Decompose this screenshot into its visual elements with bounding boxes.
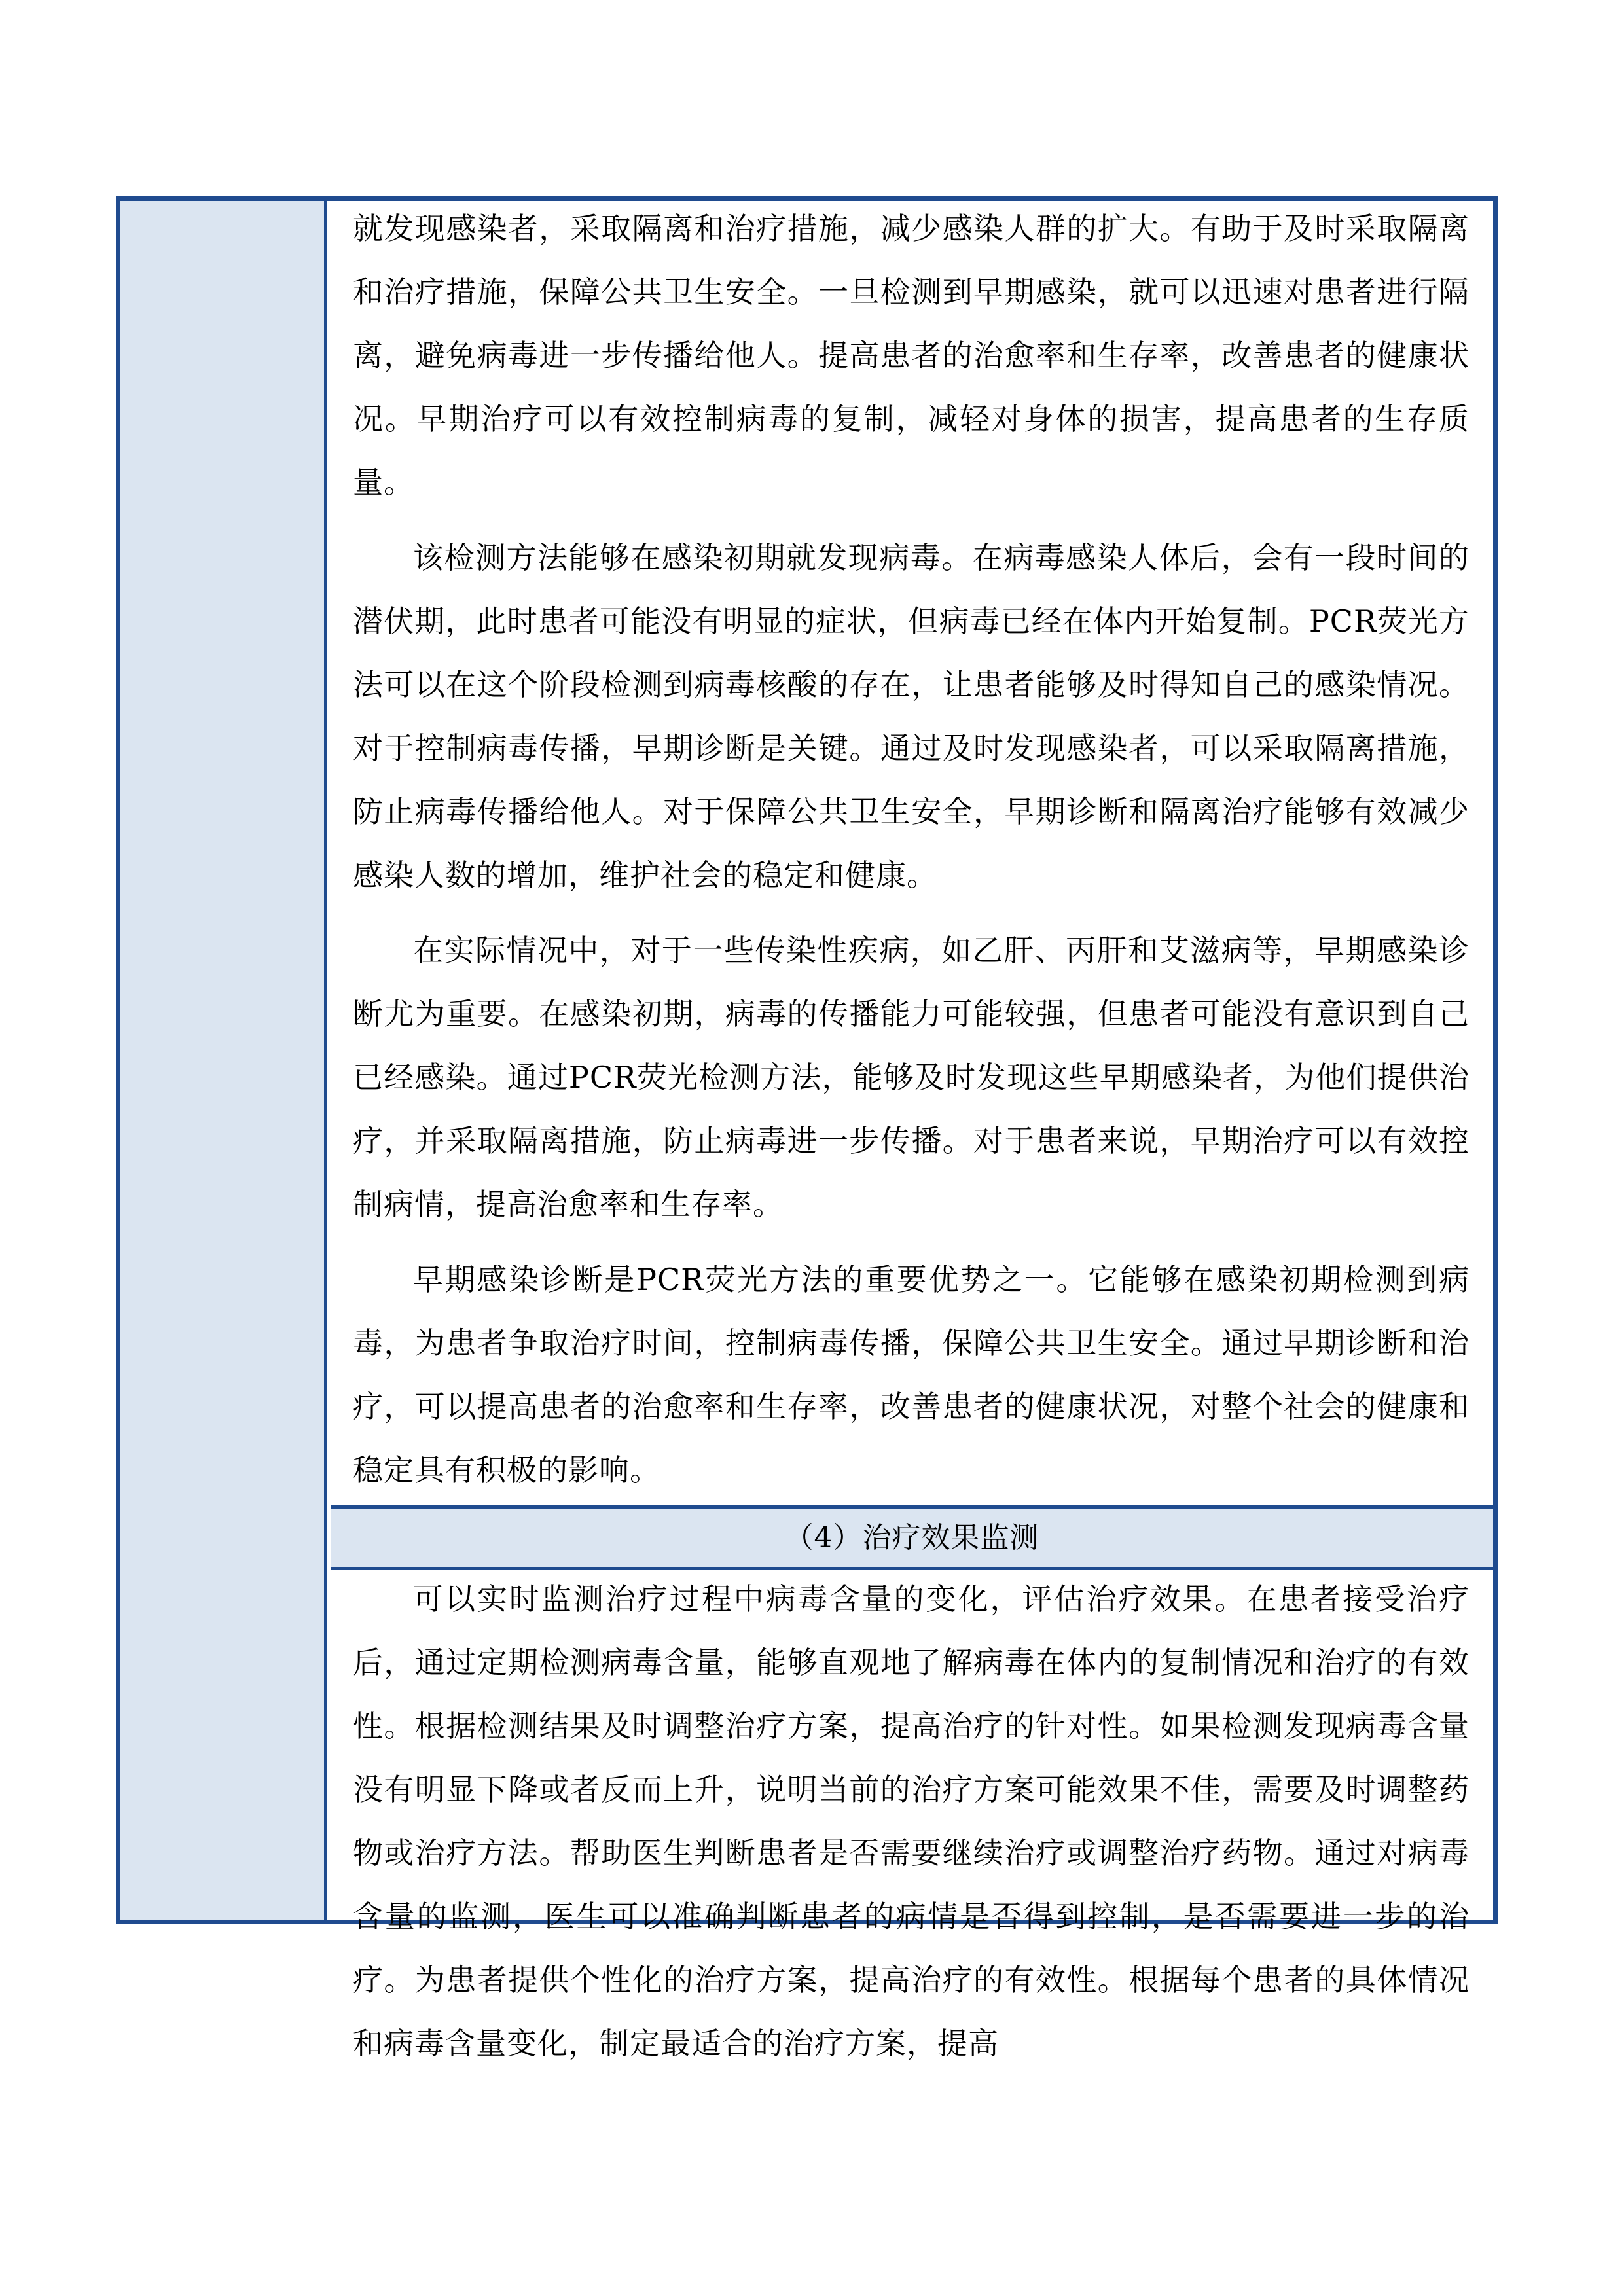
paragraph-advantage-summary: 早期感染诊断是PCR荧光方法的重要优势之一。它能够在感染初期检测到病毒，为患者争取治疗时间，控制病毒传播，保障公共卫生安全。通过早期诊断和治疗，可以提高患者的治愈率和生存率，改善患者的健康状况，对整个社会的健康和稳定具有积极的影响。 xyxy=(353,1262,1470,1488)
paragraph-treatment-monitoring: 可以实时监测治疗过程中病毒含量的变化，评估治疗效果。在患者接受治疗后，通过定期检测病毒含量，能够直观地了解病毒在体内的复制情况和治疗的有效性。根据检测结果及时调整治疗方案，提高治疗的针对性。如果检测发现病毒含量没有明显下降或者反而上升，说明当前的治疗方案可能效果不佳，需要及时调整药物或治疗方法。帮助医生判断患者是否需要继续治疗或调整治疗药物。通过对病毒含量的监测，医生可以准确判断患者的病情是否得到控制，是否需要进一步的治疗。为患者提供个性化的治疗方案，提高治疗的有效性。根据每个患者的具体情况和病毒含量变化，制定最适合的治疗方案，提高 xyxy=(353,1581,1470,2061)
paragraph-continuation: 就发现感染者，采取隔离和治疗措施，减少感染人群的扩大。有助于及时采取隔离和治疗措施，保障公共卫生安全。一旦检测到早期感染，就可以迅速对患者进行隔离，避免病毒进一步传播给他人。提高患者的治愈率和生存率，改善患者的健康状况。早期治疗可以有效控制病毒的复制，减轻对身体的损害，提高患者的生存质量。 xyxy=(353,211,1470,500)
left-label-column xyxy=(120,201,327,1920)
paragraph-practical-cases: 在实际情况中，对于一些传染性疾病，如乙肝、丙肝和艾滋病等，早期感染诊断尤为重要。在感染初期，病毒的传播能力可能较强，但患者可能没有意识到自己已经感染。通过PCR荧光检测方法，能够及时发现这些早期感染者，为他们提供治疗，并采取隔离措施，防止病毒进一步传播。对于患者来说，早期治疗可以有效控制病情，提高治愈率和生存率。 xyxy=(353,933,1470,1222)
section-heading-cell xyxy=(331,1505,1493,1570)
section-heading: （4）治疗效果监测 xyxy=(784,1520,1039,1554)
document-table xyxy=(116,196,1498,2061)
paragraph-early-detection: 该检测方法能够在感染初期就发现病毒。在病毒感染人体后，会有一段时间的潜伏期，此时患者可能没有明显的症状，但病毒已经在体内开始复制。PCR荧光方法可以在这个阶段检测到病毒核酸的存在，让患者能够及时得知自己的感染情况。对于控制病毒传播，早期诊断是关键。通过及时发现感染者，可以采取隔离措施，防止病毒传播给他人。对于保障公共卫生安全，早期诊断和隔离治疗能够有效减少感染人数的增加，维护社会的稳定和健康。 xyxy=(353,540,1470,893)
content-cell-top xyxy=(331,201,1493,1505)
content-cell-bottom xyxy=(331,1570,1493,2061)
